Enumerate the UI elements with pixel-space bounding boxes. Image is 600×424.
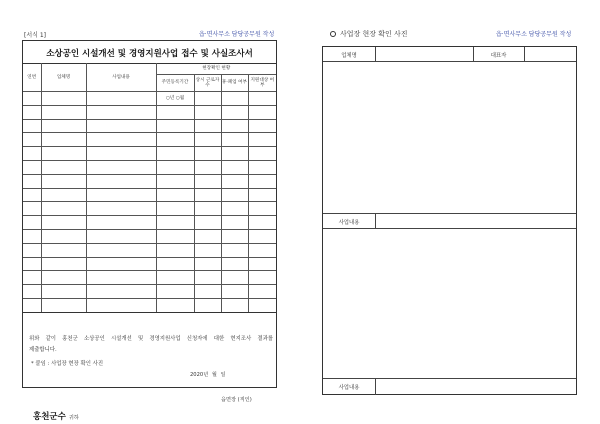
statement-line-1: 위와 같이 홍천군 소상공인 시설개선 및 경영지원사업 신청자에 대한 현지조사 결과를 — [29, 336, 273, 342]
table-row — [23, 243, 276, 257]
company-label: 업체명 — [341, 53, 357, 59]
table-row — [23, 160, 276, 174]
table-row — [23, 202, 276, 216]
row-divider — [323, 213, 576, 214]
header-survey-group: 현장확인 현황 — [156, 64, 276, 75]
photo-section-header — [330, 29, 408, 39]
recipient-name: 홍천군수 — [33, 412, 66, 422]
recipient-suffix: 귀하 — [68, 415, 79, 421]
recipient — [33, 410, 79, 422]
table-row — [23, 133, 276, 147]
col-divider — [375, 213, 376, 228]
survey-table — [23, 63, 276, 313]
col-divider — [375, 47, 376, 61]
row-divider — [323, 228, 576, 229]
header-eligible: 지원대상 여부 — [248, 75, 276, 92]
table-row — [23, 119, 276, 133]
table-row — [23, 257, 276, 271]
date-line: 2020년 월 일 — [190, 372, 226, 378]
form-title: 소상공인 시설개선 및 경영지원사업 접수 및 사실조사서 — [46, 49, 253, 59]
table-row — [23, 229, 276, 243]
header-closure: 휴·폐업 여부 — [221, 75, 248, 92]
left-header-note: 읍·면사무소 담당공무원 작성 — [199, 31, 275, 38]
header-workers: 상시 근로자 수 — [194, 75, 221, 92]
content-label-1: 사업내용 — [338, 220, 360, 226]
right-header-note: 읍·면사무소 담당공무원 작성 — [496, 31, 572, 38]
photo-section-title: 사업장 현장 확인 사진 — [340, 30, 408, 38]
header-content: 사업내용 — [86, 64, 156, 92]
header-no: 연번 — [23, 64, 41, 92]
table-row — [23, 216, 276, 230]
photo-sheet — [322, 46, 577, 395]
table-row — [23, 105, 276, 119]
row-divider — [323, 378, 576, 379]
col-divider — [375, 378, 376, 395]
attachment-note: * 붙임 : 사업장 현장 확인 사진 — [31, 361, 104, 367]
header-residence: 주민등록기간 — [156, 75, 194, 92]
form-tag: [서식 1] — [24, 32, 46, 39]
survey-form — [22, 40, 277, 422]
col-divider — [524, 47, 525, 61]
table-row — [23, 188, 276, 202]
header-company: 업체명 — [41, 64, 86, 92]
table-row — [23, 271, 276, 285]
table-row — [23, 92, 276, 106]
row-divider — [323, 61, 576, 62]
table-row — [23, 174, 276, 188]
table-row — [23, 285, 276, 299]
table-row — [23, 298, 276, 312]
statement-line-2: 제출합니다. — [29, 347, 57, 353]
table-row — [23, 147, 276, 161]
signer-label: 읍면장 (직인) — [221, 397, 252, 403]
representative-label: 대표자 — [490, 53, 507, 59]
circle-bullet-icon — [330, 31, 336, 37]
content-label-2: 사업내용 — [338, 385, 360, 391]
residence-placeholder[interactable]: ○년 ○월 — [156, 92, 194, 106]
